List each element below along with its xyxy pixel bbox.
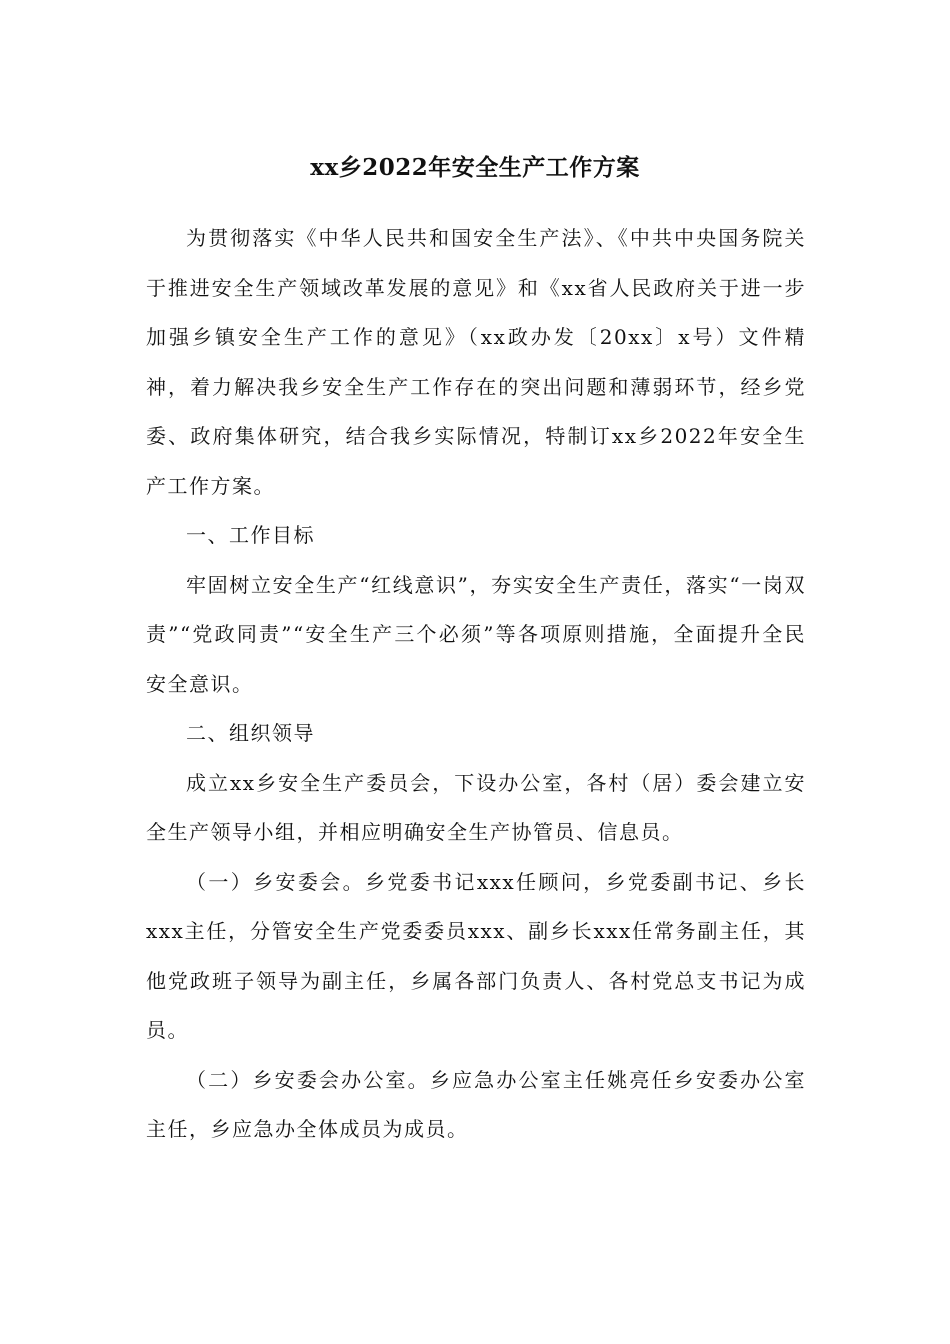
paragraph-safety-committee: （一）乡安委会。乡党委书记xxx任顾问，乡党委副书记、乡长xxx主任，分管安全生产党委委员xxx、副乡长xxx任常务副主任，其他党政班子领导为副主任，乡属各部门负责人、各村党总支书记为成员。 <box>146 869 806 1042</box>
document-title: xx乡2022年安全生产工作方案 <box>310 154 640 181</box>
document-body <box>146 214 806 1155</box>
paragraph-organization: 成立xx乡安全生产委员会，下设办公室，各村（居）委会建立安全生产领导小组，并相应明确安全生产协管员、信息员。 <box>146 770 806 844</box>
heading-work-goals: 一、工作目标 <box>186 523 315 547</box>
paragraph-intro: 为贯彻落实《中华人民共和国安全生产法》、《中共中央国务院关于推进安全生产领域改革发展的意见》和《xx省人民政府关于进一步加强乡镇安全生产工作的意见》（xx政办发〔20xx〕x号）文件精神，着力解决我乡安全生产工作存在的突出问题和薄弱环节，经乡党委、政府集体研究，结合我乡实际情况，特制订xx乡2022年安全生产工作方案。 <box>146 226 806 498</box>
paragraph-committee-office: （二）乡安委会办公室。乡应急办公室主任姚亮任乡安委办公室主任，乡应急办全体成员为成员。 <box>146 1067 806 1141</box>
paragraph-work-goals: 牢固树立安全生产“红线意识”，夯实安全生产责任，落实“一岗双责”“党政同责”“安全生产三个必须”等各项原则措施，全面提升全民安全意识。 <box>146 572 806 696</box>
heading-organization: 二、组织领导 <box>186 721 315 745</box>
